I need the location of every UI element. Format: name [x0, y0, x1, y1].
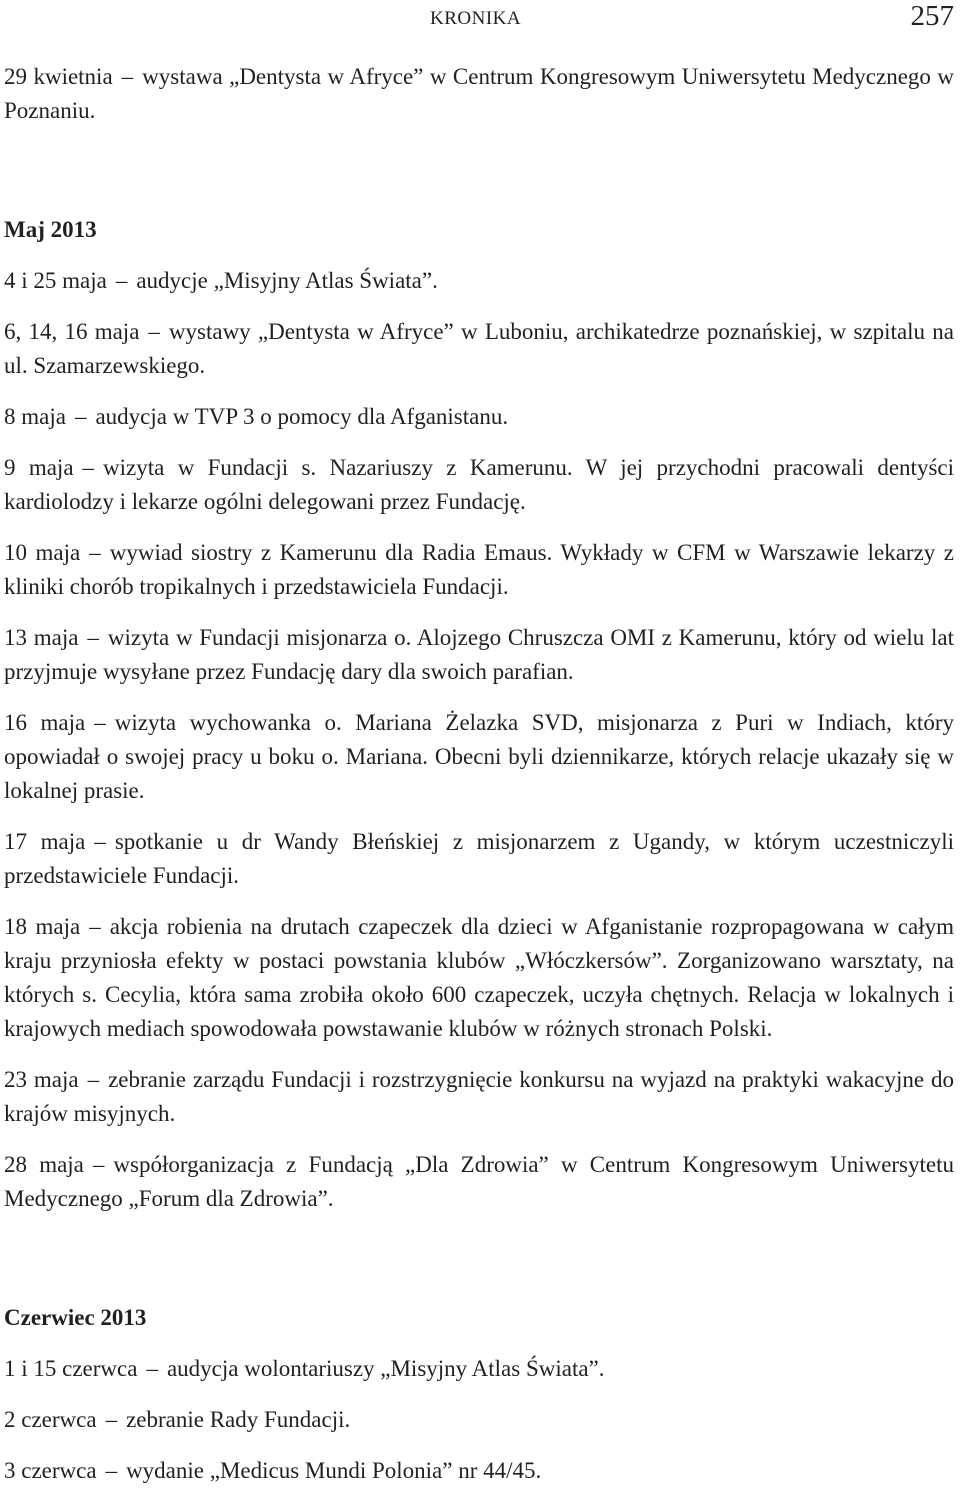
entry-dash: – — [74, 404, 87, 429]
page-number: 257 — [910, 0, 954, 32]
june-entries — [4, 1352, 954, 1488]
entry-text: wystawa „Dentysta w Afryce” w Centrum Kongresowym Uniwersytetu Medycznego w Poznaniu. — [4, 64, 954, 123]
entry-dash: – — [94, 829, 106, 854]
entry-text: wizyta wychowanka o. Mariana Żelazka SVD, misjonarza z Puri w Indiach, który opowiadał o swojej pracy u boku o. Mariana. Obecni byli dziennikarze, których relacje ukazały się w lokalnej prasie. — [4, 710, 954, 803]
entry-date: 6, 14, 16 maja — [4, 319, 140, 344]
entry-text: współorganizacja z Fundacją „Dla Zdrowia” w Centrum Kongresowym Uniwersytetu Medycznego „Forum dla Zdrowia”. — [4, 1152, 954, 1211]
entry-dash: – — [94, 710, 106, 735]
entry-date: 10 maja — [4, 540, 81, 565]
entry-date: 29 kwietnia — [4, 64, 113, 89]
chronicle-entry — [4, 1454, 954, 1488]
chronicle-entry — [4, 621, 954, 689]
chronicle-entry — [4, 1148, 954, 1216]
entry-date: 18 maja — [4, 914, 81, 939]
may-entries — [4, 264, 954, 1216]
entry-date: 4 i 25 maja — [4, 268, 107, 293]
entry-dash: – — [92, 1152, 105, 1177]
running-head — [0, 0, 960, 40]
entry-text: audycja w TVP 3 o pomocy dla Afganistanu. — [95, 404, 509, 429]
entry-dash: – — [115, 268, 128, 293]
running-title: KRONIKA — [430, 8, 522, 29]
april-section — [4, 60, 954, 128]
entry-text: zebranie Rady Fundacji. — [126, 1407, 351, 1432]
entry-date: 16 maja — [4, 710, 86, 735]
entry-date: 1 i 15 czerwca — [4, 1356, 138, 1381]
entry-text: wystawy „Dentysta w Afryce” w Luboniu, archikatedrze poznańskiej, w szpitalu na ul. Szamarzewskiego. — [4, 319, 954, 378]
chronicle-entry — [4, 1063, 954, 1131]
chronicle-entry — [4, 264, 954, 298]
entry-text: wizyta w Fundacji s. Nazariuszy z Kamerunu. W jej przychodni pracowali dentyści kardiolodzy i lekarze ogólni delegowani przez Fundację. — [4, 455, 954, 514]
section-spacer — [4, 145, 954, 213]
chronicle-entry — [4, 825, 954, 893]
entry-date: 17 maja — [4, 829, 86, 854]
chronicle-entry — [4, 910, 954, 1046]
entry-date: 3 czerwca — [4, 1458, 97, 1483]
entry-dash: – — [148, 319, 160, 344]
entry-text: spotkanie u dr Wandy Błeńskiej z misjonarzem z Ugandy, w którym uczestniczyli przedstawiciele Fundacji. — [4, 829, 954, 888]
section-spacer — [4, 1233, 954, 1301]
entry-date: 13 maja — [4, 625, 79, 650]
entry-date: 8 maja — [4, 404, 66, 429]
entry-dash: – — [121, 64, 134, 89]
entry-dash: – — [89, 540, 101, 565]
entry-text: wydanie „Medicus Mundi Polonia” nr 44/45. — [126, 1458, 542, 1483]
chronicle-entry — [4, 1352, 954, 1386]
entry-dash: – — [89, 914, 101, 939]
entry-dash: – — [87, 1067, 100, 1092]
entry-dash: – — [82, 455, 95, 480]
chronicle-entry — [4, 315, 954, 383]
entry-date: 2 czerwca — [4, 1407, 97, 1432]
entry-date: 28 maja — [4, 1152, 84, 1177]
entry-dash: – — [146, 1356, 158, 1381]
chronicle-entry — [4, 400, 954, 434]
entry-text: zebranie zarządu Fundacji i rozstrzygnięcie konkursu na wyjazd na praktyki wakacyjne do krajów misyjnych. — [4, 1067, 954, 1126]
entry-text: akcja robienia na drutach czapeczek dla dzieci w Afganistanie rozpropagowana w całym kraju przyniosła efekty w postaci powstania klubów „Włóczkersów”. Zorganizowano warsztaty, na których s. Cecylia, która sama zrobiła około 600 czapeczek, uczyła chętnych. Relacja w lokalnych i krajowych mediach spowodowała powstawanie klubów w różnych stronach Polski. — [4, 914, 954, 1041]
chronicle-entry — [4, 706, 954, 808]
entry-dash: – — [87, 625, 99, 650]
chronicle-entry — [4, 60, 954, 128]
chronicle-entry — [4, 451, 954, 519]
entry-text: audycje „Misyjny Atlas Świata”. — [136, 268, 438, 293]
chronicle-entry — [4, 536, 954, 604]
chronicle-content — [4, 60, 954, 1505]
section-heading-june: Czerwiec 2013 — [4, 1305, 147, 1330]
chronicle-entry — [4, 1403, 954, 1437]
entry-text: wywiad siostry z Kamerunu dla Radia Emaus. Wykłady w CFM w Warszawie lekarzy z kliniki chorób tropikalnych i przedstawiciela Fundacji. — [4, 540, 954, 599]
entry-text: audycja wolontariuszy „Misyjny Atlas Świata”. — [166, 1356, 605, 1381]
section-heading-may: Maj 2013 — [4, 217, 97, 242]
entry-dash: – — [105, 1458, 118, 1483]
entry-date: 9 maja — [4, 455, 74, 480]
entry-date: 23 maja — [4, 1067, 79, 1092]
entry-dash: – — [105, 1407, 118, 1432]
entry-text: wizyta w Fundacji misjonarza o. Alojzego Chruszcza OMI z Kamerunu, który od wielu lat przyjmuje wysyłane przez Fundację dary dla swoich parafian. — [4, 625, 954, 684]
